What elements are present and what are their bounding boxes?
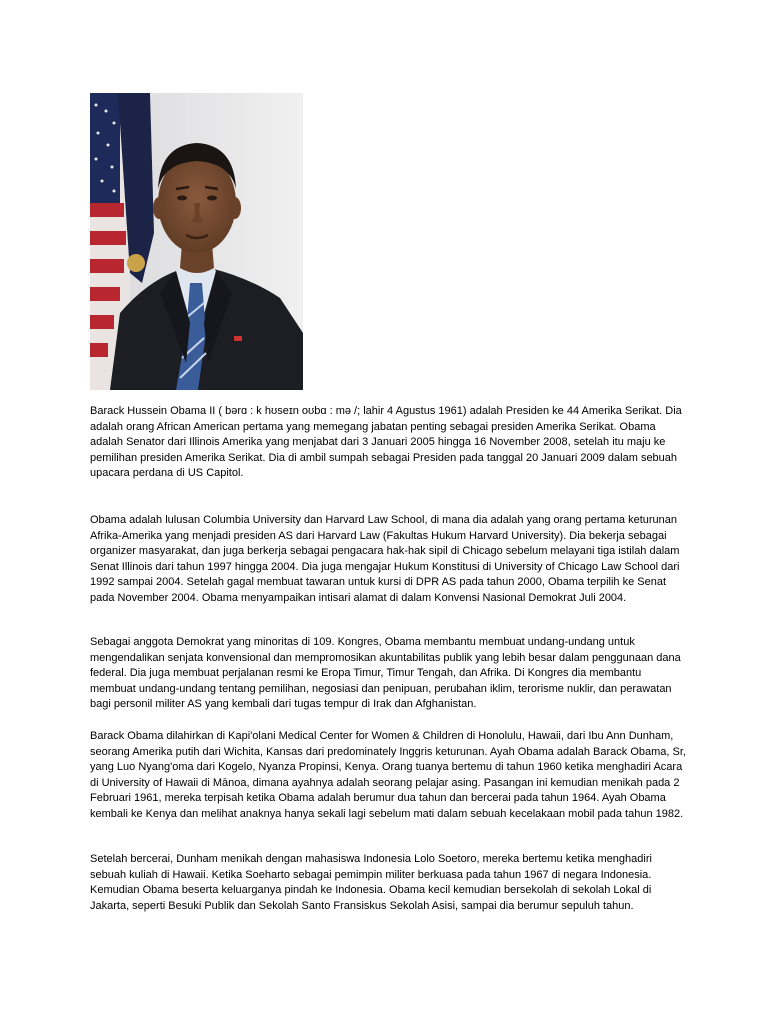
paragraph-congress	[90, 635, 690, 713]
paragraph-indonesia	[90, 852, 690, 914]
paragraph-text: Barack Obama dilahirkan di Kapi'olani Medical Center for Women & Children di Honolulu, Hawaii, dari Ibu Ann Dunham, seorang Amerika putih dari Wichita, Kansas dari predominately Inggris keturunan. Ayah Obama adalah Barack Obama, Sr, yang Luo Nyang'oma dari Kogelo, Nyanza Propinsi, Kenya. Orang tuanya bertemu di tahun 1960 ketika menghadiri Acara di University of Hawaii di Mānoa, dimana ayahnya adalah seorang pelajar asing. Pasangan ini kemudian menikah pada 2 Februari 1961, mereka terpisah ketika Obama adalah berumur dua tahun dan bercerai pada tahun 1964. Ayah Obama kembali ke Kenya dan melihat anaknya hanya sekali lagi sebelum mati dalam sebuah kecelakaan mobil pada tahun 1982.	[90, 730, 686, 820]
paragraph-text: Setelah bercerai, Dunham menikah dengan mahasiswa Indonesia Lolo Soetoro, mereka bertemu ketika menghadiri sebuah kuliah di Hawaii. Ketika Soeharto sebagai pemimpin militer berkuasa pada tahun 1967 di negara Indonesia. Kemudian Obama beserta keluarganya pindah ke Indonesia. Obama kecil kemudian bersekolah di sekolah Lokal di Jakarta, seperti Besuki Publik dan Sekolah Santo Fransiskus Sekolah Asisi, sampai dia berumur sepuluh tahun.	[90, 853, 652, 912]
portrait-photo	[90, 93, 303, 390]
paragraph-text: Obama adalah lulusan Columbia University dan Harvard Law School, di mana dia adalah yang orang pertama keturunan Afrika-Amerika yang menjadi presiden AS dari Harvard Law (Fakultas Hukum Harvard University). Dia bekerja sebagai organizer masyarakat, dan juga berkerja sebagai pengacara hak-hak sipil di Chicago sebelum melayani tiga istilah dalam Senat Illinois dari tahun 1997 hingga 2004. Dia juga mengajar Hukum Konstitusi di University of Chicago Law School dari 1992 sampai 2004. Setelah gagal membuat tawaran untuk kursi di DPR AS pada tahun 2000, Obama terpilih ke Senat pada November 2004. Obama menyampaikan intisari alamat di dalam Konvensi Nasional Demokrat Juli 2004.	[90, 514, 680, 604]
paragraph-intro	[90, 404, 690, 482]
paragraph-text: Barack Hussein Obama II ( bərɑ : k hʊseɪn oʊbɑ : mə /; lahir 4 Agustus 1961) adalah Presiden ke 44 Amerika Serikat. Dia adalah orang African American pertama yang memegang jabatan penting sebagai presiden Amerika Serikat. Obama adalah Senator dari Illinois Amerika yang menjabat dari 3 Januari 2005 hingga 16 November 2008, setelah itu maju ke pemilihan presiden Amerika Serikat. Dia di ambil sumpah sebagai Presiden pada tanggal 20 Januari 2009 dalam sebuah upacara perdana di US Capitol.	[90, 405, 682, 479]
paragraph-birth	[90, 729, 690, 822]
paragraph-text: Sebagai anggota Demokrat yang minoritas di 109. Kongres, Obama membantu membuat undang-undang untuk mengendalikan senjata konvensional dan mempromosikan akuntabilitas publik yang lebih besar dalam penggunaan dana federal. Dia juga membuat perjalanan resmi ke Eropa Timur, Timur Tengah, dan Afrika. Di Kongres dia membantu membuat undang-undang tentang pemilihan, negosiasi dan penipuan, perubahan iklim, terorisme nuklir, dan perawatan bagi personil militer AS yang kembali dari tugas tempur di Irak dan Afghanistan.	[90, 636, 681, 710]
portrait-illustration	[90, 93, 303, 390]
paragraph-education	[90, 513, 690, 606]
